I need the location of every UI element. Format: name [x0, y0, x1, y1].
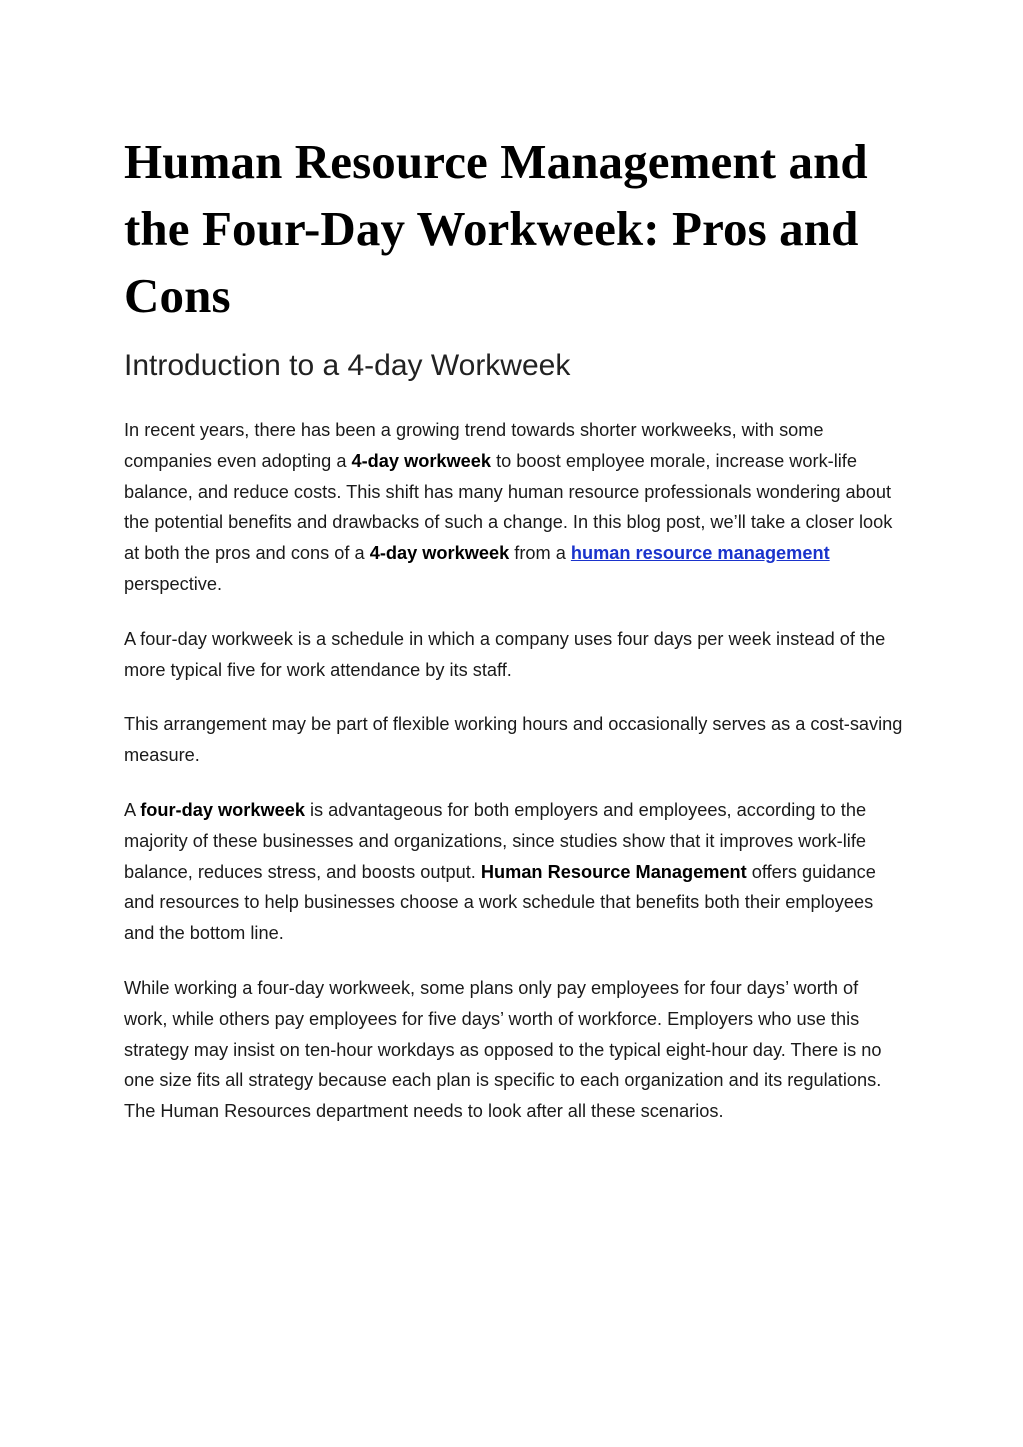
paragraph-pay-plans: While working a four-day workweek, some plans only pay employees for four days’ worth of work, while others pay employees for five days’ worth of workforce. Employers who use this strategy may insist on ten-hour workdays as opposed to the typical eight-hour day. There is no one size fits all strategy because each plan is specific to each organization and its regulations. The Human Resources department needs to look after all these scenarios. — [124, 977, 882, 1122]
bold-term: Human Resource Management — [480, 861, 747, 882]
bold-term: 4-day workweek — [351, 450, 492, 471]
text-run: A — [124, 799, 141, 820]
text-run: offers guidance and resources to help businesses choose a work schedule that benefits both their employees and the bottom line. — [124, 861, 876, 944]
hrm-link[interactable]: human resource management — [570, 543, 830, 564]
paragraph-arrangement: This arrangement may be part of flexible working hours and occasionally serves as a cost-saving measure. — [124, 714, 903, 766]
paragraph-intro — [124, 415, 904, 600]
text-run: perspective. — [124, 573, 223, 594]
text-run: is advantageous for both employers and employees, according to the majority of these businesses and organizations, since studies show that it improves work-life balance, reduces stress, and boosts output. — [124, 799, 867, 882]
paragraph-advantages — [124, 795, 904, 949]
section-heading: Introduction to a 4-day Workweek — [124, 349, 571, 382]
text-run: In recent years, there has been a growing trend towards shorter workweeks, with some companies even adopting a — [124, 420, 824, 471]
article-title: Human Resource Management and the Four-Day Workweek: Pros and Cons — [124, 134, 868, 323]
text-run: from a — [509, 543, 571, 564]
bold-term: four-day workweek — [140, 799, 305, 820]
bold-term: 4-day workweek — [369, 543, 510, 564]
text-run: to boost employee morale, increase work-life balance, and reduce costs. This shift has many human resource professionals wondering about the potential benefits and drawbacks of such a change. In this blog post, we’ll take a closer look at both the pros and cons of a — [124, 450, 893, 564]
paragraph-definition: A four-day workweek is a schedule in which a company uses four days per week instead of the more typical five for work attendance by its staff. — [124, 628, 886, 680]
article — [124, 128, 904, 1127]
article-body — [124, 415, 904, 1127]
